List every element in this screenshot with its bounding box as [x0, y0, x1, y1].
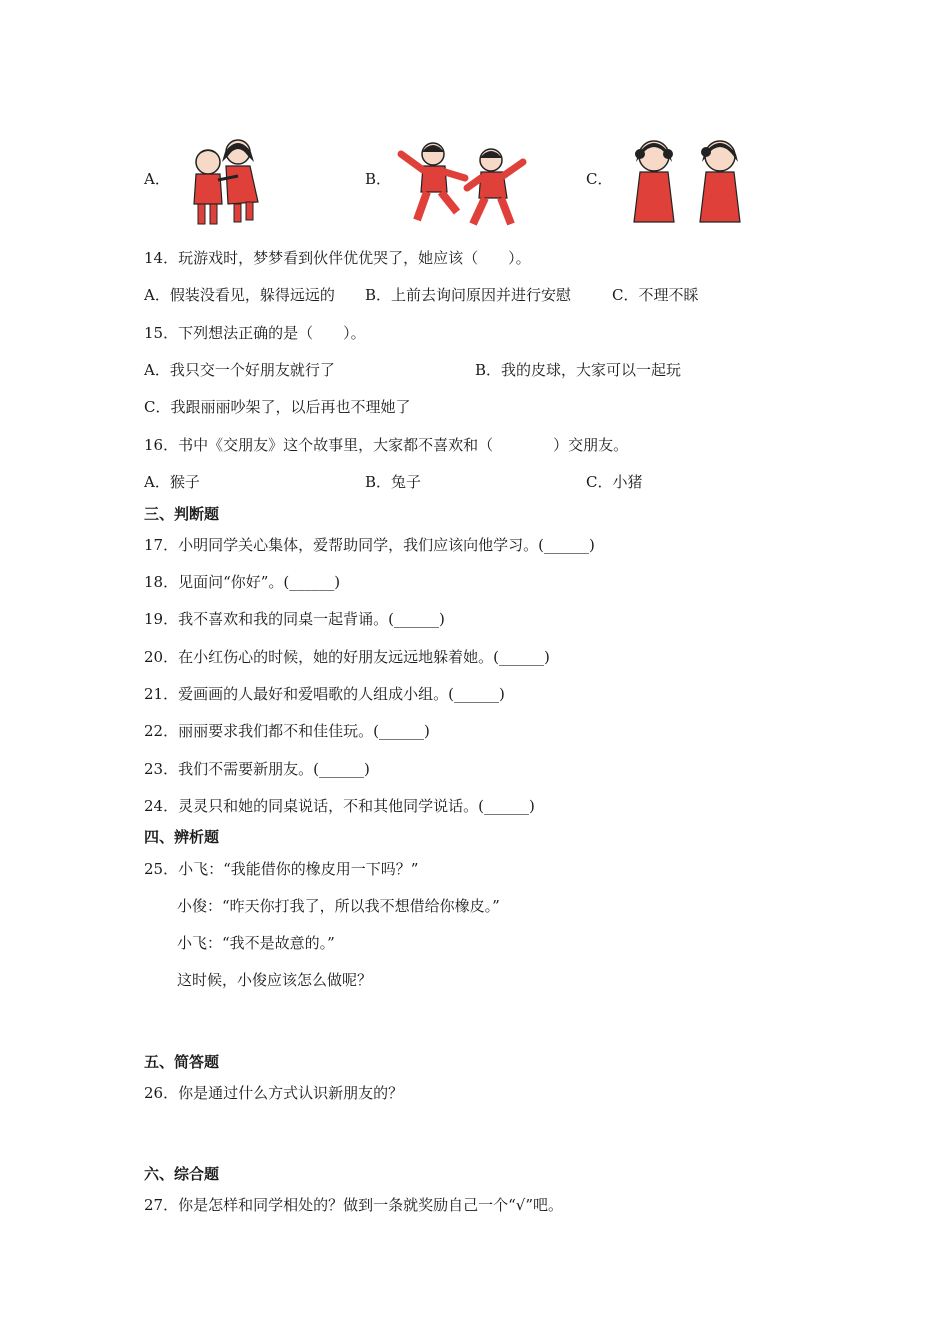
option-c-label: C．	[586, 170, 613, 188]
question-24: 24．灵灵只和她的同桌说话，不和其他同学说话。(______)	[144, 797, 535, 815]
option-b-label: B．	[365, 170, 392, 188]
option-a-label: A．	[144, 170, 170, 188]
question-25-line-3: 小飞：“我不是故意的。”	[177, 934, 335, 952]
question-18: 18．见面问“你好”。(______)	[144, 573, 341, 591]
q16-option-a[interactable]: A．猴子	[144, 473, 200, 491]
two-children-hugging-icon	[178, 132, 278, 232]
question-27: 27．你是怎样和同学相处的？做到一条就奖励自己一个“√”吧。	[144, 1196, 563, 1214]
question-17: 17．小明同学关心集体，爱帮助同学，我们应该向他学习。(______)	[144, 536, 595, 554]
question-19: 19．我不喜欢和我的同桌一起背诵。(______)	[144, 610, 445, 628]
q16-option-c[interactable]: C．小猪	[586, 473, 643, 491]
question-26: 26．你是通过什么方式认识新朋友的？	[144, 1084, 404, 1102]
section-6-title: 六、综合题	[144, 1165, 220, 1183]
q14-option-a[interactable]: A．假装没看见，躲得远远的	[144, 286, 335, 304]
question-16-stem: 16．书中《交朋友》这个故事里，大家都不喜欢和（ ）交朋友。	[144, 436, 629, 454]
two-girls-ignoring-each-other-icon	[616, 132, 756, 232]
option-a-image[interactable]	[144, 132, 294, 232]
q16-option-b[interactable]: B．兔子	[365, 473, 422, 491]
section-5-title: 五、简答题	[144, 1053, 220, 1071]
question-25-line-1: 25．小飞：“我能借你的橡皮用一下吗？”	[144, 860, 419, 878]
q14-option-b[interactable]: B．上前去询问原因并进行安慰	[365, 286, 572, 304]
question-25-line-2: 小俊：“昨天你打我了，所以我不想借给你橡皮。”	[177, 897, 500, 915]
q15-option-a[interactable]: A．我只交一个好朋友就行了	[144, 361, 335, 379]
q14-option-c[interactable]: C．不理不睬	[612, 286, 699, 304]
two-boys-fighting-icon	[395, 132, 535, 232]
question-25-line-4: 这时候，小俊应该怎么做呢？	[177, 971, 373, 989]
section-4-title: 四、辨析题	[144, 828, 220, 846]
question-14-stem: 14．玩游戏时，梦梦看到伙伴优优哭了，她应该（ ）。	[144, 249, 531, 267]
q15-option-b[interactable]: B．我的皮球，大家可以一起玩	[475, 361, 682, 379]
question-20: 20．在小红伤心的时候，她的好朋友远远地躲着她。(______)	[144, 648, 550, 666]
section-3-title: 三、判断题	[144, 505, 220, 523]
option-b-image[interactable]	[365, 132, 545, 232]
question-23: 23．我们不需要新朋友。(______)	[144, 760, 370, 778]
question-15-stem: 15．下列想法正确的是（ ）。	[144, 324, 366, 342]
option-c-image[interactable]	[586, 132, 766, 232]
q15-option-c[interactable]: C．我跟丽丽吵架了，以后再也不理她了	[144, 398, 411, 416]
question-21: 21．爱画画的人最好和爱唱歌的人组成小组。(______)	[144, 685, 505, 703]
question-22: 22．丽丽要求我们都不和佳佳玩。(______)	[144, 722, 430, 740]
